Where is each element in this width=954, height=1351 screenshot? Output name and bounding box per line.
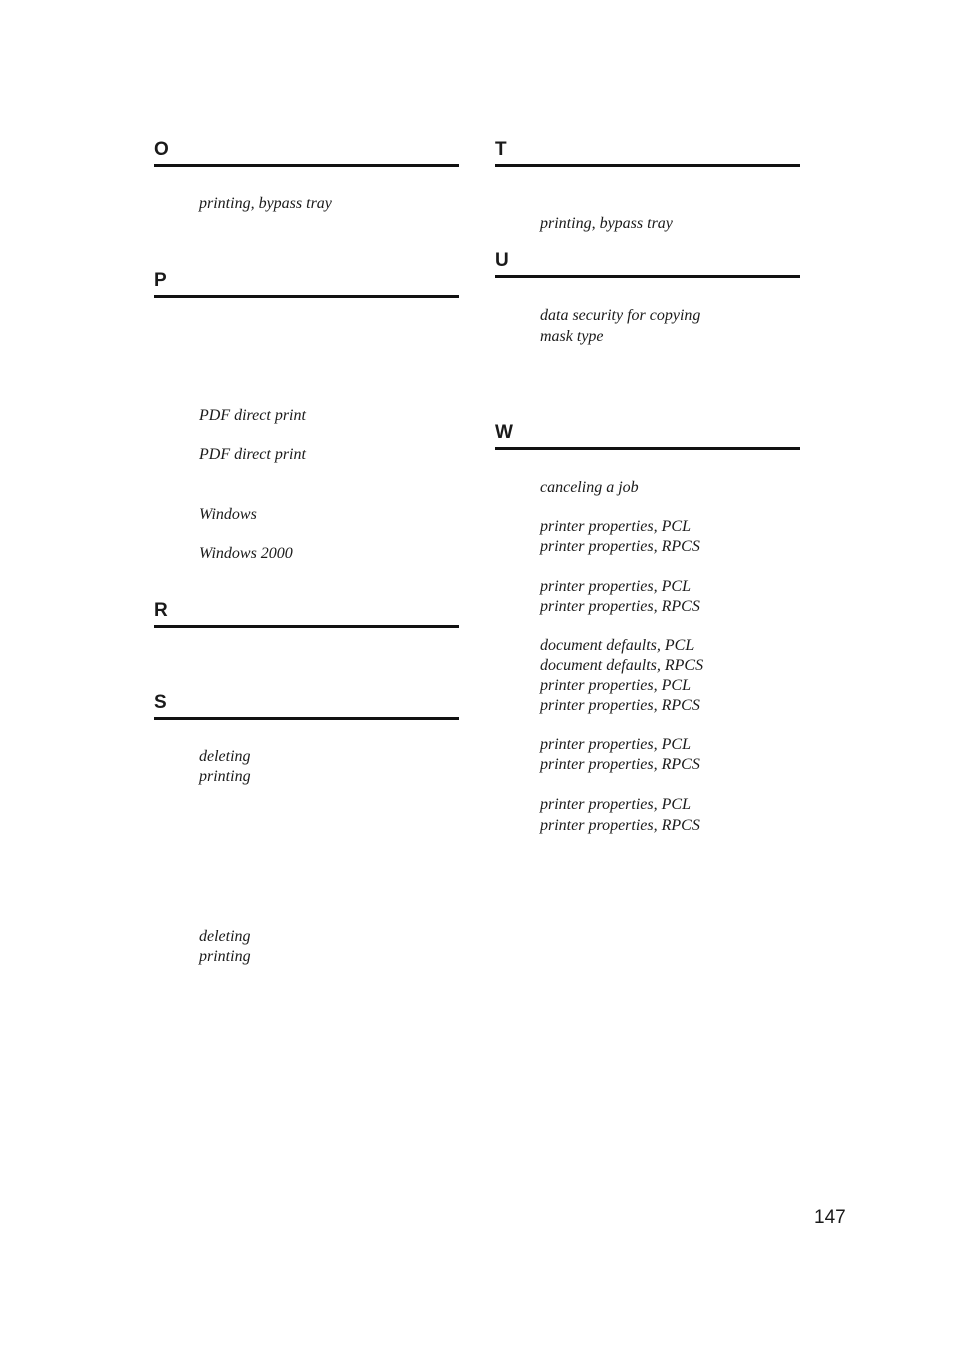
index-entry: Windows 2000	[199, 545, 293, 562]
section-heading-w: W	[495, 422, 800, 450]
index-entry: deleting	[199, 928, 251, 945]
index-entry: printing	[199, 768, 251, 785]
index-entry: printer properties, RPCS	[540, 697, 700, 714]
index-entry: canceling a job	[540, 479, 639, 496]
index-entry: document defaults, RPCS	[540, 657, 704, 674]
index-entry: mask type	[540, 328, 604, 345]
index-entry: PDF direct print	[199, 446, 306, 463]
index-entry: PDF direct print	[199, 407, 306, 424]
index-entry: printer properties, PCL	[540, 736, 691, 753]
index-entry: Windows	[199, 506, 257, 523]
section-heading-t: T	[495, 139, 800, 167]
index-entry: printing	[199, 948, 251, 965]
index-entry: printer properties, RPCS	[540, 598, 700, 615]
section-heading-r: R	[154, 600, 459, 628]
index-entry: printer properties, PCL	[540, 796, 691, 813]
index-entry: printing, bypass tray	[199, 195, 332, 212]
index-entry: data security for copying	[540, 307, 701, 324]
index-entry: printer properties, RPCS	[540, 756, 700, 773]
section-heading-p: P	[154, 270, 459, 298]
section-heading-s: S	[154, 692, 459, 720]
section-heading-u: U	[495, 250, 800, 278]
index-entry: printer properties, RPCS	[540, 538, 700, 555]
index-entry: document defaults, PCL	[540, 637, 695, 654]
index-entry: printing, bypass tray	[540, 215, 673, 232]
page-number: 147	[814, 1207, 846, 1228]
index-entry: printer properties, PCL	[540, 677, 691, 694]
index-entry: deleting	[199, 748, 251, 765]
index-entry: printer properties, RPCS	[540, 817, 700, 834]
index-entry: printer properties, PCL	[540, 518, 691, 535]
index-entry: printer properties, PCL	[540, 578, 691, 595]
section-heading-o: O	[154, 139, 459, 167]
